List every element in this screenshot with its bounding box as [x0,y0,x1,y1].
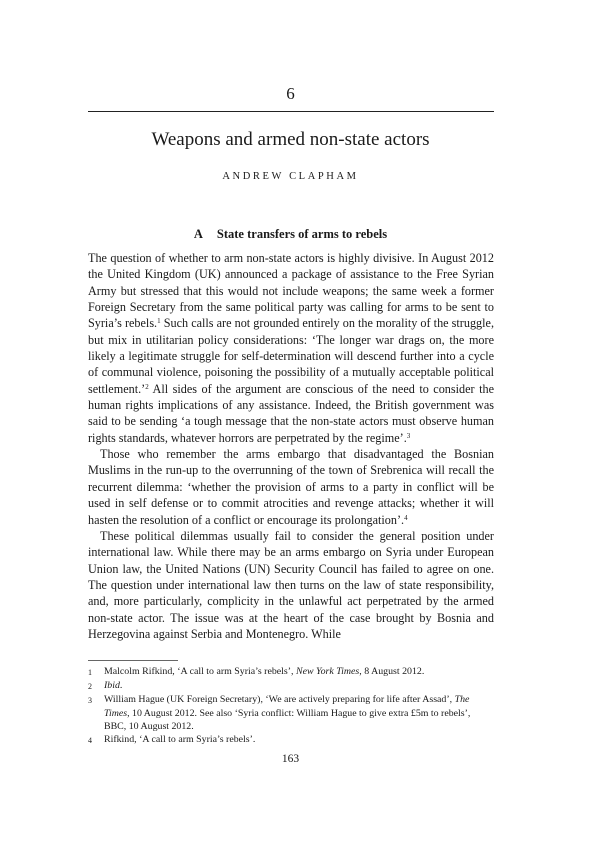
footnote-number: 3 [88,696,92,706]
footnote-4 [88,733,494,747]
footnote-text [104,733,494,747]
footnote-text-part: , 10 August 2012. See also ‘Syria conflict: William Hague to give extra £5m to rebels’, BBC, 10 August 2012. [104,707,471,732]
footnote-text-part: , 8 August 2012. [359,666,425,677]
page-number: 163 [281,753,300,765]
paragraph-1 [88,250,494,446]
paragraph-2 [88,446,494,528]
footnote-number: 2 [88,682,92,692]
footnote-3 [88,693,494,733]
footnote-title: New York Times [295,666,360,677]
footnote-rule [88,660,178,661]
section-title: State transfers of arms to rebels [216,227,388,241]
footnote-1 [88,665,494,679]
footnote-text-part: Rifkind, ‘A call to arm Syria’s rebels’. [104,734,256,746]
paragraph-text: Such calls are not grounded entirely on the morality of the struggle, but mix in utilitarian policy considerations: ‘The longer war drags on, the more likely a legitimate struggle for self-determination will descend further into a cycle of communal violence, poisoning the possibility of a mutually acceptable political settlement.’ [88,316,494,396]
footnote-text [104,693,494,733]
paragraph-3 [88,528,494,642]
footnote-text-part: Malcolm Rifkind, ‘A call to arm Syria’s rebels’, [104,666,296,677]
paragraph-text: These political dilemmas usually fail to consider the general position under international law. While there may be an arms embargo on Syria under European Union law, the United Nations (UN) Security Council has failed to agree on one. The question under international law then turns on the law of state responsibility, and, more particularly, complicity in the unlawful act perpetrated by the armed non-state actor. The issue was at the heart of the case brought by Bosnia and Herzegovina against Serbia and Montenegro. While [88,528,494,641]
section-letter: A [193,227,203,241]
body-text [88,250,494,642]
footnote-title: Ibid [104,680,120,692]
footnote-text-part: . [119,680,123,692]
footnote-2 [88,679,494,693]
chapter-rule [88,111,494,112]
footnote-ref[interactable]: 1 [157,317,161,326]
footnotes [88,665,494,747]
footnote-ref[interactable]: 2 [145,382,149,391]
footnote-text [104,665,494,679]
footnote-number: 4 [88,736,92,746]
chapter-author: ANDREW CLAPHAM [222,171,359,182]
paragraph-text: All sides of the argument are conscious of the need to consider the human rights implications of any assistance. Indeed, the British government was said to be sending ‘a tough message that the non-state actors must observe human rights standards, whatever horrors are perpetrated by the regime’. [88,381,494,445]
footnote-text [104,679,494,693]
paragraph-text: The question of whether to arm non-state actors is highly divisive. In August 2012 the United Kingdom (UK) announced a package of assistance to the Free Syrian Army but stressed that this would not include weapons; the same week a former Foreign Secretary from the same political party was calling for arms to be sent to Syria’s rebels. [88,251,494,331]
footnote-number: 1 [88,668,92,677]
footnote-ref[interactable]: 4 [404,513,408,522]
chapter-number: 6 [286,84,295,103]
footnote-title: The Times [104,694,470,719]
section-heading [88,226,493,242]
chapter-title: Weapons and armed non-state actors [151,129,430,150]
paragraph-text: Those who remember the arms embargo that disadvantaged the Bosnian Muslims in the run-up to the overrunning of the town of Srebrenica will recall the recurrent dilemma: ‘whether the provision of arms to a party in conflict will be used in self defense or to commit atrocities and revenge attacks; whether it will hasten the resolution of a conflict or encourage its prolongation’. [88,447,494,527]
footnote-ref[interactable]: 3 [406,431,411,440]
footnote-text-part: William Hague (UK Foreign Secretary), ‘We are actively preparing for life after Assad’, [104,694,455,706]
